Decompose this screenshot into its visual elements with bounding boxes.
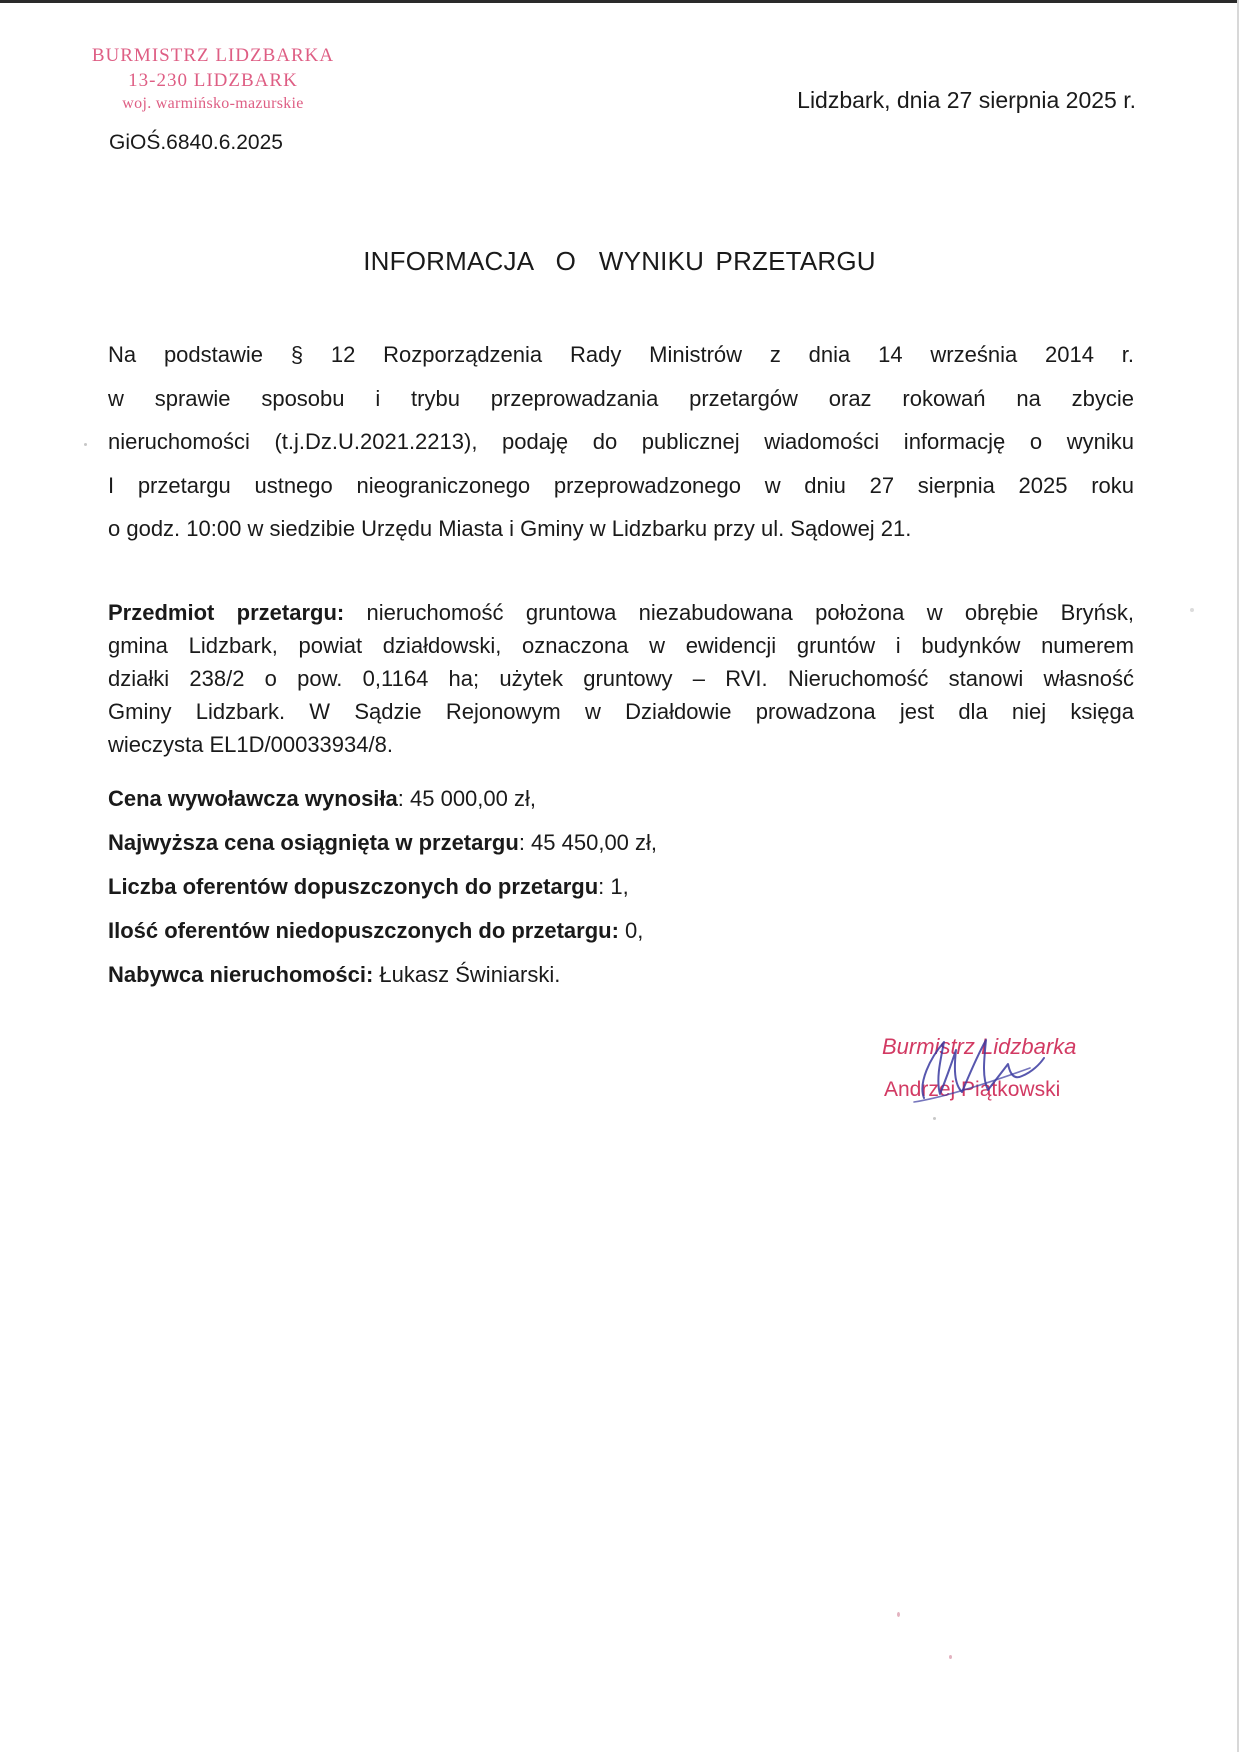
reference-number: GiOŚ.6840.6.2025 <box>109 131 283 154</box>
result-buyer <box>108 958 657 1002</box>
subject-line: wieczysta EL1D/00033934/8. <box>108 732 393 757</box>
result-value: : 45 000,00 zł, <box>397 786 536 811</box>
scan-speck <box>949 1655 952 1659</box>
scan-speck <box>897 1612 900 1617</box>
place-and-date: Lidzbark, dnia 27 sierpnia 2025 r. <box>797 87 1136 113</box>
subject-line: gmina Lidzbark, powiat działdowski, oznaczona w ewidencji gruntów i budynków numerem <box>108 633 1134 658</box>
result-label: Nabywca nieruchomości: <box>108 962 374 987</box>
result-label: Najwyższa cena osiągnięta w przetargu <box>108 830 519 855</box>
subject-label: Przedmiot przetargu: <box>108 600 345 625</box>
office-stamp <box>78 44 348 115</box>
result-highest-price <box>108 826 657 870</box>
result-admitted-bidders <box>108 870 657 914</box>
intro-line: nieruchomości (t.j.Dz.U.2021.2213), podaję do publicznej wiadomości informację o wyniku <box>108 429 1134 454</box>
scan-speck <box>1190 608 1194 612</box>
result-rejected-bidders <box>108 914 657 958</box>
subject-line <box>108 596 1134 629</box>
subject-line-text: nieruchomość gruntowa niezabudowana położona w obrębie Bryńsk, <box>344 600 1134 625</box>
intro-line: o godz. 10:00 w siedzibie Urzędu Miasta i Gminy w Lidzbarku przy ul. Sądowej 21. <box>108 516 912 541</box>
subject-line: Gminy Lidzbark. W Sądzie Rejonowym w Działdowie prowadzona jest dla niej księga <box>108 699 1134 724</box>
result-value: 0, <box>618 918 644 943</box>
signature-block <box>880 1028 1100 1118</box>
stamp-line-voivodeship: woj. warmińsko-mazurskie <box>122 95 304 112</box>
subject-paragraph <box>108 596 1134 761</box>
scan-speck <box>933 1117 936 1120</box>
subject-line: działki 238/2 o pow. 0,1164 ha; użytek gruntowy – RVI. Nieruchomość stanowi własność <box>108 666 1134 691</box>
result-value: : 45 450,00 zł, <box>518 830 658 855</box>
result-label: Ilość oferentów niedopuszczonych do przetargu: <box>108 918 619 943</box>
intro-paragraph <box>108 333 1134 551</box>
document-title-text: INFORMACJA O WYNIKU PRZETARGU <box>363 246 876 276</box>
handwritten-signature <box>910 1028 1050 1110</box>
intro-line: I przetargu ustnego nieograniczonego przeprowadzonego w dniu 27 sierpnia 2025 roku <box>108 472 1134 498</box>
intro-line: w sprawie sposobu i trybu przeprowadzania przetargów oraz rokowań na zbycie <box>108 385 1134 411</box>
scan-speck <box>84 443 87 446</box>
stamp-line-office: BURMISTRZ LIDZBARKA <box>91 45 335 66</box>
signature-name: Andrzej Piątkowski <box>884 1078 1061 1101</box>
result-label: Liczba oferentów dopuszczonych do przetargu <box>108 874 599 899</box>
stamp-line-postcode: 13-230 LIDZBARK <box>128 70 298 91</box>
auction-results <box>108 782 657 1002</box>
result-value: Łukasz Świniarski. <box>373 962 561 987</box>
scan-edge <box>0 0 1239 3</box>
document-title <box>0 246 1239 277</box>
result-starting-price <box>108 782 657 826</box>
result-label: Cena wywoławcza wynosiła <box>108 786 398 811</box>
result-value: : 1, <box>598 874 629 899</box>
intro-line: Na podstawie § 12 Rozporządzenia Rady Ministrów z dnia 14 września 2014 r. <box>108 342 1134 367</box>
signature-title: Burmistrz Lidzbarka <box>882 1034 1077 1059</box>
